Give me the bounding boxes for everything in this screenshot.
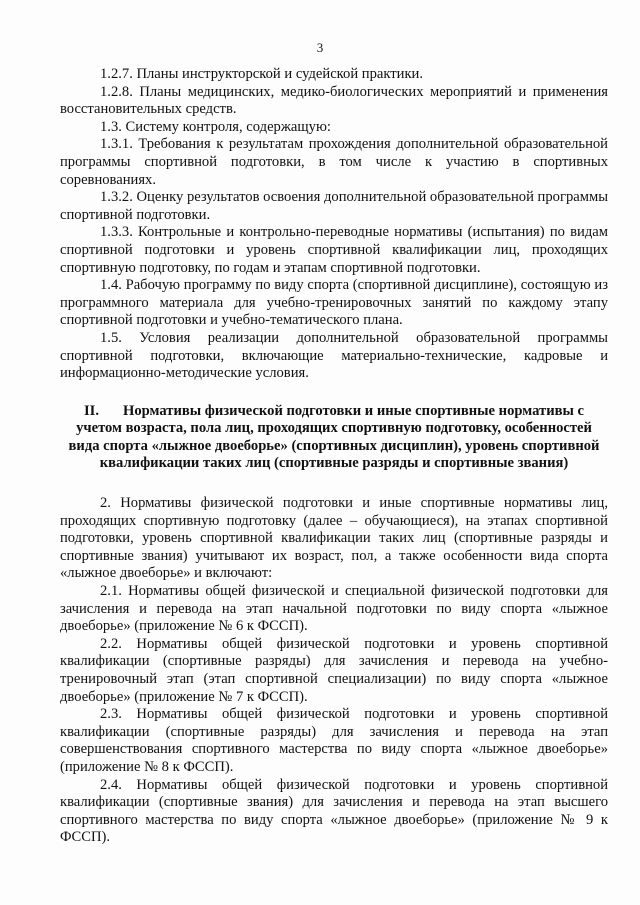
section-number: II. [83, 402, 99, 419]
paragraph-2-2: 2.2. Нормативы общей физической подготовки и уровень спортивной квалификации (спортивные разряды) для зачисления и перевода на учебно-тренировочный этап (этап спортивной специализации) по виду спорта «лыжное двоеборье» (приложение № 7 к ФССП). [60, 635, 608, 705]
paragraph-2: 2. Нормативы физической подготовки и иные спортивные нормативы лиц, проходящих спортивную подготовку (далее – обучающиеся), на этапах спортивной подготовки, уровень спортивной квалификации таких лиц (спортивные разряды и спортивные звания) учитывают их возраст, пол, а также особенности вида спорта «лыжное двоеборье» и включают: [60, 495, 608, 582]
paragraph-1-2-7: 1.2.7. Планы инструкторской и судейской практики. [100, 66, 423, 82]
paragraph-1-3: 1.3. Систему контроля, содержащую: [100, 118, 331, 135]
paragraph-2-1: 2.1. Нормативы общей физической и специальной физической подготовки для зачисления и перевода на этап начальной подготовки по виду спорта «лыжное двоеборье» (приложение № 6 к ФССП). [60, 583, 608, 635]
section-heading [60, 403, 608, 473]
document-body [60, 66, 608, 847]
paragraph-2-4: 2.4. Нормативы общей физической подготовки и уровень спортивной квалификации (спортивные звания) для зачисления и перевода на этап высшего спортивного мастерства по виду спорта «лыжное двоеборье» (приложение № 9 к ФССП). [60, 776, 608, 846]
section-title: Нормативы физической подготовки и иные спортивные нормативы с учетом возраста, пола лиц, проходящих спортивную подготовку, особенностей вида спорта «лыжное двоеборье» (спортивных дисциплин), уровень спортивной квалификации таких лиц (спортивные разряды и спортивные звания) [68, 402, 600, 472]
paragraph-2-3: 2.3. Нормативы общей физической подготовки и уровень спортивной квалификации (спортивные разряды) для зачисления и перевода на этап совершенствования спортивного мастерства по виду спорта «лыжное двоеборье» (приложение № 8 к ФССП). [60, 706, 608, 775]
paragraph-1-2-8: 1.2.8. Планы медицинских, медико-биологических мероприятий и применения восстановительных средств. [60, 83, 608, 118]
paragraph-1-4: 1.4. Рабочую программу по виду спорта (спортивной дисциплине), состоящую из программного материала для учебно-тренировочных занятий по каждому этапу спортивной подготовки и учебно-тематического плана. [60, 277, 608, 329]
paragraph-1-5: 1.5. Условия реализации дополнительной образовательной программы спортивной подготовки, включающие материально-технические, кадровые и информационно-методические условия. [60, 329, 608, 382]
paragraph-1-3-1: 1.3.1. Требования к результатам прохождения дополнительной образовательной программы спортивной подготовки, в том числе к участию в спортивных соревнованиях. [60, 136, 608, 188]
paragraph-1-3-2: 1.3.2. Оценку результатов освоения дополнительной образовательной программы спортивной подготовки. [60, 189, 608, 223]
page-number: 3 [316, 40, 324, 55]
paragraph-1-3-3: 1.3.3. Контрольные и контрольно-переводные нормативы (испытания) по видам спортивной подготовки и уровень спортивной квалификации лиц, проходящих спортивную подготовку, по годам и этапам спортивной подготовки. [60, 224, 608, 276]
